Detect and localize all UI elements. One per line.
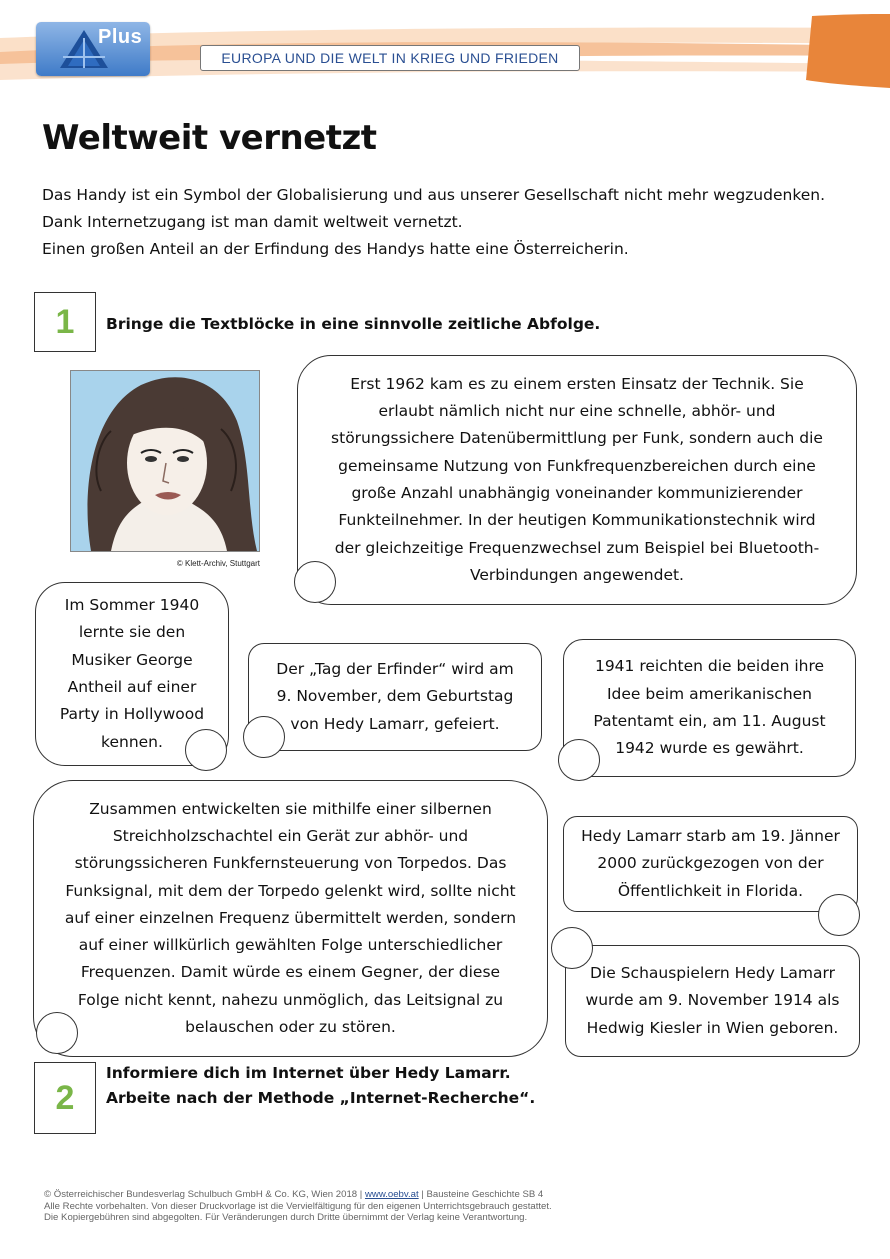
image-credit: © Klett-Archiv, Stuttgart: [176, 559, 260, 568]
block-line: Funksignal, mit dem der Torpedo gelenkt wird, sollte nicht: [65, 881, 516, 900]
footer-line-2: Alle Rechte vorbehalten. Von dieser Druckvorlage ist die Vervielfältigung für den eigenen Unterrichtsgebrauch gestattet.: [44, 1200, 552, 1212]
block-line: Hedy Lamarr starb am 19. Jänner: [581, 827, 840, 846]
subject-banner: EUROPA UND DIE WELT IN KRIEG UND FRIEDEN: [200, 45, 580, 71]
block-line: Folge nicht kennt, nahezu unmöglich, das Leitsignal zu: [77, 990, 504, 1009]
block-line: Verbindungen angewendet.: [469, 565, 684, 584]
publisher-link[interactable]: www.oebv.at: [364, 1189, 419, 1200]
order-circle[interactable]: [551, 927, 593, 969]
block-line: Öffentlichkeit in Florida.: [617, 881, 804, 900]
order-circle[interactable]: [185, 729, 227, 771]
order-circle[interactable]: [294, 561, 336, 603]
block-line: Streichholzschachtel ein Gerät zur abhör- und: [112, 826, 469, 845]
block-line: der gleichzeitige Frequenzwechsel zum Beispiel bei Bluetooth-: [334, 538, 820, 557]
task-number-2: 2: [34, 1062, 96, 1134]
publisher-logo: [36, 22, 150, 76]
block-line: Antheil auf einer: [67, 678, 197, 696]
block-line: Der „Tag der Erfinder“ wird am: [276, 660, 514, 679]
task-2-instruction: [106, 1061, 535, 1111]
task-number-1: 1: [34, 292, 96, 352]
order-circle[interactable]: [818, 894, 860, 936]
intro-line: Dank Internetzugang ist man damit weltweit vernetzt.: [42, 213, 463, 231]
intro-text: [42, 182, 862, 263]
block-line: auf einer willkürlich gewählten Folge unterschiedlicher: [78, 936, 503, 955]
block-line: Party in Hollywood: [59, 705, 205, 724]
block-line: 1942 wurde es gewährt.: [615, 739, 804, 758]
block-line: Erst 1962 kam es zu einem ersten Einsatz der Technik. Sie: [350, 374, 804, 393]
task-1-instruction: Bringe die Textblöcke in eine sinnvolle zeitliche Abfolge.: [106, 315, 601, 333]
block-line: wurde am 9. November 1914 als: [585, 991, 840, 1010]
block-line: gemeinsame Nutzung von Funkfrequenzbereichen durch eine: [338, 456, 816, 475]
task-2-line: Informiere dich im Internet über Hedy Lamarr.: [106, 1064, 511, 1082]
block-line: lernte sie den: [78, 623, 186, 642]
text-block-tag-der-erfinder: [248, 643, 542, 751]
task-2-line: Arbeite nach der Methode „Internet-Recherche“.: [106, 1089, 536, 1107]
block-line: 1941 reichten die beiden ihre: [594, 657, 825, 676]
page-title: Weltweit vernetzt: [42, 118, 377, 158]
footer-line-1: [44, 1189, 552, 1201]
block-line: erlaubt nämlich nicht nur eine schnelle, abhör- und: [378, 402, 776, 421]
block-line: auf einer einzelnen Frequenz übermittelt werden, sondern: [64, 908, 517, 927]
block-line: Musiker George: [71, 650, 193, 669]
copyright-text: © Österreichischer Bundesverlag Schulbuch GmbH & Co. KG, Wien 2018 |: [44, 1189, 365, 1200]
block-line: Frequenzen. Damit würde es einem Gegner, der diese: [80, 963, 501, 982]
text-block-1941: [563, 639, 856, 777]
block-line: störungssicheren Funkfernsteuerung von Torpedos. Das: [74, 854, 507, 873]
intro-line: Einen großen Anteil an der Erfindung des Handys hatte eine Österreicherin.: [42, 240, 629, 258]
block-line: Die Schauspielern Hedy Lamarr: [590, 964, 835, 983]
block-line: Zusammen entwickelten sie mithilfe einer silbernen: [89, 799, 492, 818]
order-circle[interactable]: [558, 739, 600, 781]
portrait-illustration-icon: [71, 371, 259, 551]
block-line: Patentamt ein, am 11. August: [593, 712, 826, 730]
footer-line-3: Die Kopiergebühren sind abgegolten. Für Veränderungen durch Dritte übernimmt der Verlag keine Verantwortung.: [44, 1212, 528, 1224]
block-line: 2000 zurückgezogen von der: [597, 854, 824, 873]
block-line: belauschen oder zu stören.: [185, 1018, 396, 1037]
block-line: Hedwig Kiesler in Wien geboren.: [586, 1018, 839, 1037]
block-line: Funkteilnehmer. In der heutigen Kommunikationstechnik wird: [338, 511, 816, 530]
text-block-zusammen: [33, 780, 548, 1057]
text-block-tod: [563, 816, 858, 912]
block-line: kennen.: [101, 732, 163, 751]
order-circle[interactable]: [243, 716, 285, 758]
portrait-image: [70, 370, 260, 552]
block-line: große Anzahl unabhängig voneinander kommunizierender: [351, 484, 803, 502]
block-line: Idee beim amerikanischen: [606, 684, 813, 703]
text-block-geburt: [565, 945, 860, 1057]
block-line: störungssichere Datenübermittlung per Funk, sondern auch die: [331, 429, 823, 448]
order-circle[interactable]: [36, 1012, 78, 1054]
book-title: | Bausteine Geschichte SB 4: [418, 1189, 544, 1200]
logo-text: Plus: [98, 26, 143, 48]
block-line: Im Sommer 1940: [64, 596, 200, 615]
text-block-1962: [297, 355, 857, 605]
block-line: 9. November, dem Geburtstag: [276, 687, 514, 706]
footer: [44, 1189, 552, 1224]
block-line: von Hedy Lamarr, gefeiert.: [290, 714, 500, 733]
intro-line: Das Handy ist ein Symbol der Globalisierung und aus unserer Gesellschaft nicht mehr wegzudenken.: [42, 186, 826, 204]
